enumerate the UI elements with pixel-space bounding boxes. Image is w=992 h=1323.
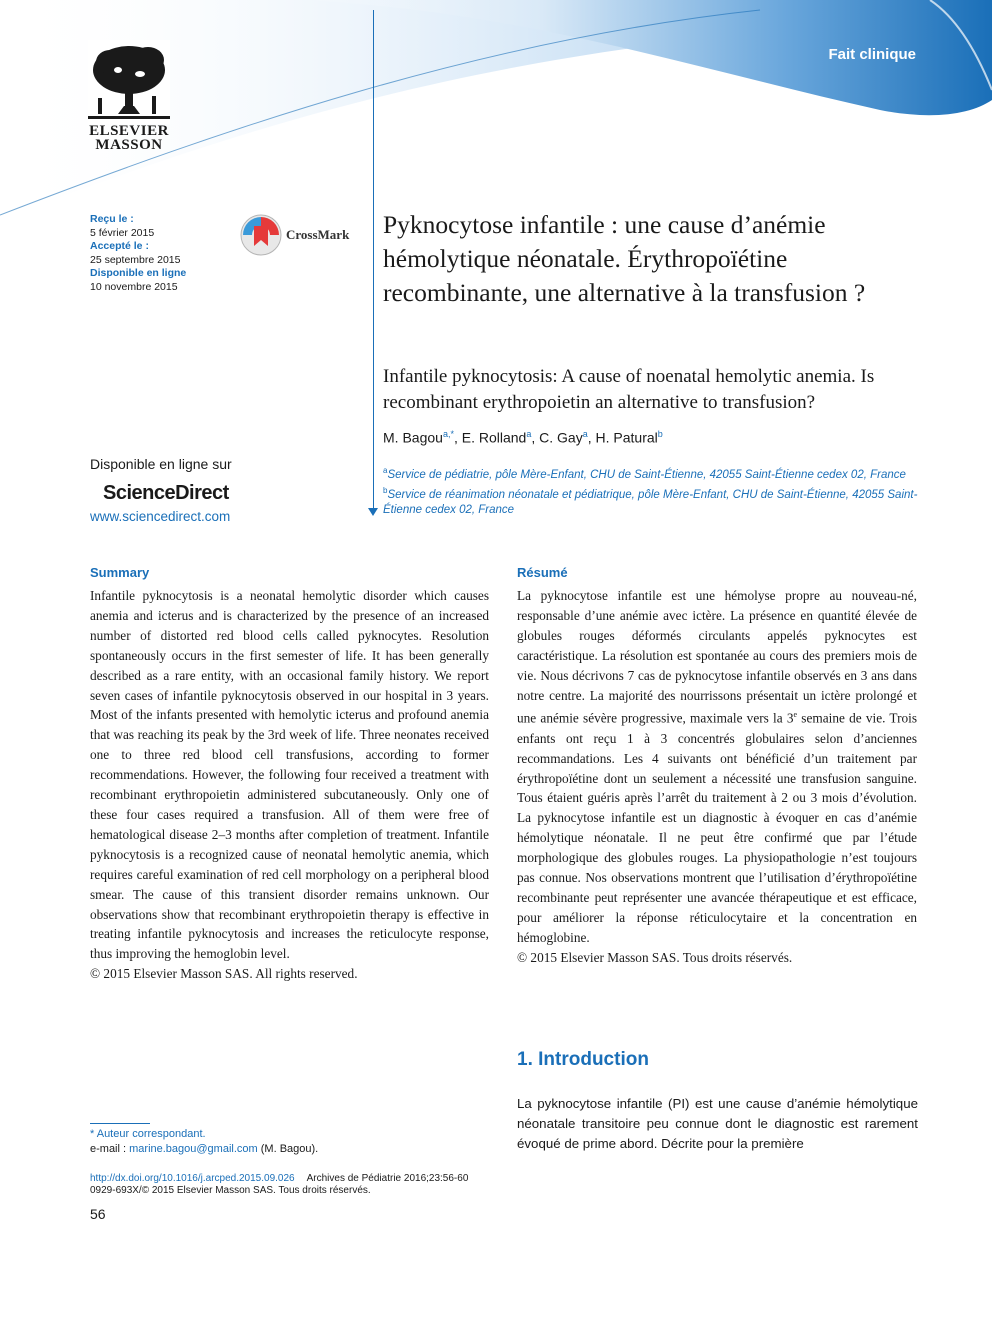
affiliations: [383, 463, 923, 518]
publisher-imprint: MASSON: [95, 137, 163, 153]
accepted-date: 25 septembre 2015: [90, 253, 181, 266]
accepted-label: Accepté le :: [90, 240, 149, 252]
received-date: 5 février 2015: [90, 226, 155, 239]
resume-text-part1: La pyknocytose infantile est une hémolyse propre au nouveau-né, responsable d’une anémie avec ictère. La présence en quantité élevée de globules rouges déformés circulants appelés pyknocytes est caractéristique. La résolution est spontanée au cours des premiers mois de vie. Nous décrivons 7 cas de pyknocytose infantile observés en 3 ans dans notre centre. La majorité des nourrissons présentait un ictère prolongé et une anémie sévère progressive, maximale vers la 3: [517, 588, 917, 726]
resume-text: [517, 586, 917, 948]
sciencedirect-link[interactable]: www.sciencedirect.com: [90, 509, 231, 524]
footnote: [90, 1127, 318, 1157]
publisher-name: ELSEVIER: [89, 123, 169, 139]
doi-line: [90, 1173, 468, 1185]
title-french: Pyknocytose infantile : une cause d’anémie hémolytique néonatale. Érythropoïétine recombinante, une alternative à la transfusion ?: [383, 210, 866, 307]
author-list: M. Bagou$^{a,*}$, E. Rolland$^a$, C. Gay$^a$, H. Patural$^b$: [383, 429, 663, 446]
summary-body: [90, 586, 489, 984]
introduction-heading: 1. Introduction: [517, 1049, 649, 1070]
doi-link[interactable]: http://dx.doi.org/10.1016/j.arcped.2015.09.026: [90, 1173, 295, 1184]
availability-label: Disponible en ligne sur: [90, 456, 232, 472]
journal-citation: Archives de Pédiatrie 2016;23:56-60: [306, 1173, 469, 1184]
crossmark-badge[interactable]: [240, 214, 349, 256]
vertical-divider: [373, 10, 374, 510]
author-affiliation-mark[interactable]: a: [526, 429, 532, 439]
affiliation-text: Service de pédiatrie, pôle Mère-Enfant, CHU de Saint-Étienne, 42055 Saint-Étienne cedex 02, France: [387, 468, 906, 481]
summary-text: Infantile pyknocytosis is a neonatal hemolytic disorder which causes anemia and icterus and is characterized by the presence of an increased number of distorted red blood cells called pyknocytes. Resolution spontaneously occurs in the first semester of life. It has been generally described as a rare entity, with an occasional family history. We report seven cases of infantile pyknocytosis observed in our hospital in 3 years. Most of the infants presented with hemolytic icterus and profound anemia that was reaching its peak by the 3rd week of life. Three neonates received one to three red blood cell transfusions, according to former recommendations. However, the following four received a treatment with recombinant erythropoietin administered subcutaneously. Only one of these four cases required a transfusion. All of them were free of hematological disease 2–3 months after completion of treatment. Infantile pyknocytosis is a recognized cause of neonatal hemolytic anemia, which requires careful examination of red cell morphology on a peripheral blood smear. The cause of this transient disorder remains unknown. Our observations show that recombinant erythropoietin therapy is effective in treating infantile pyknocytosis and increases the reticulocyte response, thus improving the hemoglobin level.: [90, 588, 489, 962]
author-affiliation-mark[interactable]: a,*: [442, 429, 454, 439]
affiliation-mark: a: [383, 466, 388, 475]
footnote-rule: [90, 1123, 150, 1124]
summary-copyright: © 2015 Elsevier Masson SAS. All rights reserved.: [90, 966, 358, 982]
resume-body: [517, 586, 917, 968]
corresponding-author-label: * Auteur correspondant.: [90, 1128, 206, 1140]
availability-block: [90, 456, 232, 524]
introduction-text: La pyknocytose infantile (PI) est une cause d’anémie hémolytique néonatale transitoire peu connue dont le diagnostic est rarement évoqué de prime abord. Décrite pour la première: [517, 1096, 918, 1151]
author-name[interactable]: H. Patural: [595, 429, 658, 446]
summary-section: [90, 565, 489, 984]
divider-arrow-icon: [368, 508, 378, 516]
affiliation-item: [383, 463, 923, 483]
summary-heading: Summary: [90, 565, 150, 580]
elsevier-tree-icon: [88, 40, 170, 124]
sciencedirect-logo[interactable]: ScienceDirect: [103, 482, 229, 504]
author-name[interactable]: E. Rolland: [461, 429, 527, 446]
resume-heading: Résumé: [517, 565, 568, 580]
online-label: Disponible en ligne: [90, 267, 187, 279]
received-label: Reçu le :: [90, 213, 134, 225]
footnote-email-line: [90, 1142, 318, 1157]
article-footer: [90, 1173, 468, 1197]
section-label: Fait clinique: [828, 46, 916, 63]
crossmark-icon: [240, 214, 282, 256]
issn-line: 0929-693X/© 2015 Elsevier Masson SAS. Tous droits réservés.: [90, 1185, 371, 1196]
author-affiliation-mark[interactable]: a: [582, 429, 588, 439]
resume-section: [517, 565, 917, 968]
author-name[interactable]: C. Gay: [539, 429, 583, 446]
author-name[interactable]: M. Bagou: [383, 429, 443, 446]
resume-copyright: © 2015 Elsevier Masson SAS. Tous droits réservés.: [517, 949, 793, 965]
author-affiliation-mark[interactable]: b: [657, 429, 663, 439]
resume-ordinal-sup: e: [793, 710, 798, 720]
page-number: 56: [90, 1206, 106, 1222]
title-english: Infantile pyknocytosis: A cause of noenatal hemolytic anemia. Is recombinant erythropoietin an alternative to transfusion?: [383, 366, 875, 413]
affiliation-item: [383, 483, 923, 518]
online-date: 10 novembre 2015: [90, 280, 178, 293]
resume-text-part2: semaine de vie. Trois enfants ont reçu 1 à 3 concentrés globulaires selon d’anciennes recommandations. Les 4 suivants ont bénéficié d’un traitement par érythropoïétine dont un seulement a nécessité une transfusion sanguine. Tous étaient guéris après l’arrêt du traitement à 2 ou 3 mois d’évolution. La pyknocytose infantile est un diagnostic à évoquer en cas d’anémie hémolytique néonatale. Il ne peut être confirmé que par l’étude morphologique des globules rouges. La physiopathologie n’est toujours pas connue. Nos observations montrent que l’utilisation d’érythropoïétine recombinante peut représenter une avancée thérapeutique et est efficace, pour améliorer la réponse réticulocytaire et la concentration en hémoglobine.: [517, 710, 918, 945]
publisher-logo: [88, 40, 170, 152]
affiliation-text: Service de réanimation néonatale et pédiatrique, pôle Mère-Enfant, CHU de Saint-Étienne, 42055 Saint-Étienne cedex 02, France: [383, 488, 918, 516]
affiliation-mark: b: [383, 485, 388, 495]
email-label: e-mail :: [90, 1143, 127, 1155]
email-link[interactable]: marine.bagou@gmail.com: [129, 1143, 258, 1155]
crossmark-label: CrossMark: [286, 227, 350, 242]
article-dates: [90, 213, 186, 294]
email-owner: (M. Bagou).: [260, 1143, 319, 1155]
